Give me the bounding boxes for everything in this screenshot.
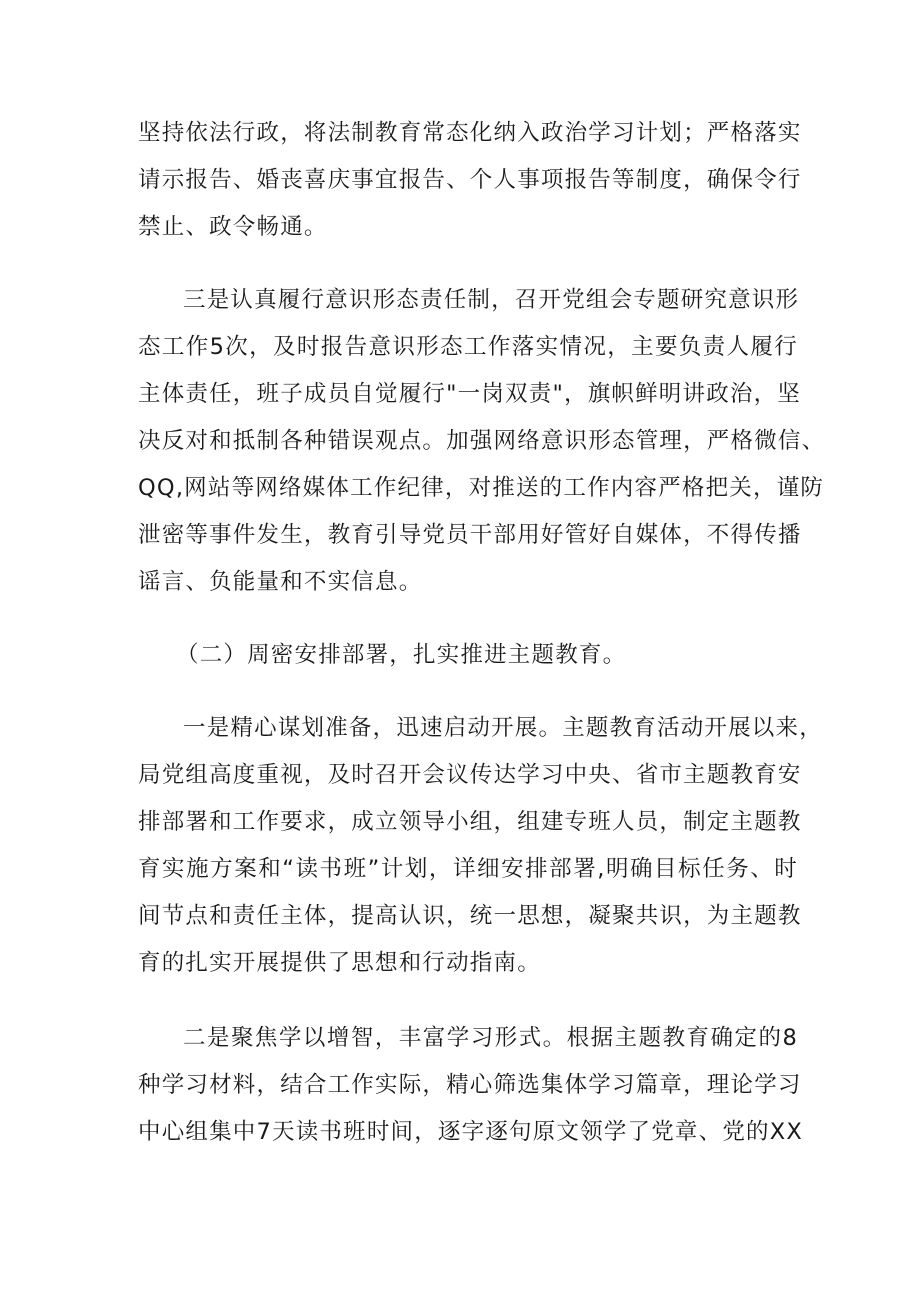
text-line: 中心组集中7天读书班时间，逐字逐句原文领学了党章、党的XX	[138, 1119, 803, 1145]
text-line: 一是精心谋划准备，迅速启动开展。主题教育活动开展以来，	[183, 715, 823, 741]
text-line: 禁止、政令畅通。	[138, 214, 328, 240]
text-line: 局党组高度重视，及时召开会议传达学习中央、省市主题教育安	[138, 762, 802, 788]
text-line: 间节点和责任主体，提高认识，统一思想，凝聚共识，为主题教	[138, 903, 802, 929]
text-line: 种学习材料，结合工作实际，精心筛选集体学习篇章，理论学习	[138, 1072, 802, 1098]
text-line: 决反对和抵制各种错误观点。加强网络意识形态管理，严格微信、	[138, 428, 826, 454]
text-line: 三是认真履行意识形态责任制，召开党组会专题研究意识形	[183, 287, 800, 313]
text-line: QQ,网站等网络媒体工作纪律，对推送的工作内容严格把关，谨防	[138, 475, 825, 501]
text-line: 请示报告、婚丧喜庆事宜报告、个人事项报告等制度，确保令行	[138, 167, 802, 193]
text-line: 排部署和工作要求，成立领导小组，组建专班人员，制定主题教	[138, 809, 802, 835]
text-line: 泄密等事件发生，教育引导党员干部用好管好自媒体，不得传播	[138, 522, 802, 548]
text-line: 态工作5次，及时报告意识形态工作落实情况，主要负责人履行	[138, 334, 798, 360]
text-line: 育的扎实开展提供了思想和行动指南。	[138, 950, 541, 976]
text-line: 谣言、负能量和不实信息。	[138, 569, 423, 595]
text-line: 主体责任，班子成员自觉履行"一岗双责"，旗帜鲜明讲政治，坚	[138, 381, 801, 407]
text-line: 坚持依法行政，将法制教育常态化纳入政治学习计划；严格落实	[138, 120, 802, 146]
text-line: 二是聚焦学以增智，丰富学习形式。根据主题教育确定的8	[183, 1025, 798, 1051]
text-line: 育实施方案和“读书班”计划，详细安排部署,明确目标任务、时	[138, 856, 798, 882]
section-heading: （二）周密安排部署，扎实推进主题教育。	[176, 642, 627, 668]
